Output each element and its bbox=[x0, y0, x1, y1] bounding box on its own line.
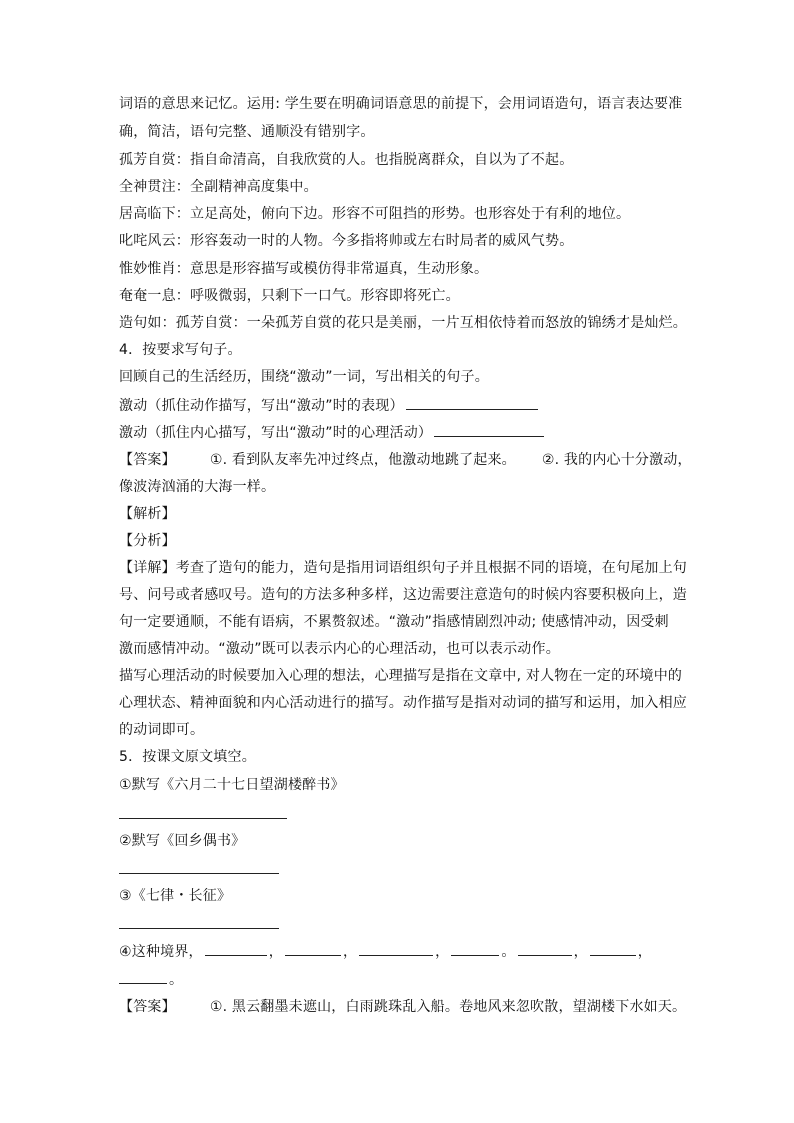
answer-blank[interactable] bbox=[434, 422, 544, 437]
section-label: 【分析】 bbox=[119, 533, 176, 549]
answer-line bbox=[119, 997, 686, 1017]
prompt-text: 激动（抓住动作描写，写出“激动”时的表现） bbox=[119, 398, 404, 414]
question-heading: 5．按课文原文填空。 bbox=[119, 749, 256, 765]
punctuation: ， bbox=[342, 944, 358, 960]
prompt-text: 激动（抓住内心描写，写出“激动”时的心理活动） bbox=[119, 425, 433, 441]
text-line: 回顾自己的生活经历，围绕“激动”一词，写出相关的句子。 bbox=[119, 369, 489, 385]
text-line: 惟妙惟肖：意思是形容描写或模仿得非常逼真，生动形象。 bbox=[119, 261, 489, 277]
punctuation: 。 bbox=[169, 972, 184, 988]
punctuation: ， bbox=[573, 944, 588, 960]
prompt-line bbox=[119, 422, 546, 443]
text-line: 心理状态、精神面貌和内心活动进行的描写。动作描写是指对动词的描写和运用，加入相应 bbox=[119, 695, 687, 711]
text-line: 居高临下：立足高处，俯向下边。形容不可阻挡的形势。也形容处于有利的地位。 bbox=[119, 206, 631, 222]
text-line: 的动词即可。 bbox=[119, 722, 205, 738]
answer-blank[interactable] bbox=[451, 941, 499, 956]
question-heading: 4．按要求写句子。 bbox=[119, 342, 242, 358]
text-line: 像波涛汹涌的大海一样。 bbox=[119, 479, 276, 495]
answer-text: ②. 我的内心十分激动， bbox=[541, 452, 692, 468]
text-line: 激而感情冲动。“激动”既可以表示内心的心理活动，也可以表示动作。 bbox=[119, 641, 560, 657]
answer-blank[interactable] bbox=[119, 928, 279, 929]
fill-line bbox=[119, 969, 183, 990]
text-line: 词语的意思来记忆。运用: 学生要在明确词语意思的前提下，会用词语造句，语言表达要准 bbox=[119, 96, 683, 112]
fill-line bbox=[119, 941, 652, 962]
text-line: 孤芳自赏：指自命清高，自我欣赏的人。也指脱离群众，自以为了不起。 bbox=[119, 152, 574, 168]
answer-line bbox=[119, 450, 692, 470]
answer-blank[interactable] bbox=[359, 941, 433, 956]
text-line: 【详解】考查了造句的能力，造句是指用词语组织句子并且根据不同的语境，在句尾加上句 bbox=[119, 560, 687, 576]
text-line: 句一定要通顺，不能有语病，不累赘叙述。“激动”指感情剧烈冲动; 使感情冲动，因受刺 bbox=[119, 614, 669, 630]
answer-label: 【答案】 bbox=[119, 452, 176, 468]
text-line: 确，简洁，语句完整、通顺没有错别字。 bbox=[119, 124, 375, 140]
text-line: 奄奄一息：呼吸微弱，只剩下一口气。形容即将死亡。 bbox=[119, 288, 460, 304]
text-line: 叱咤风云：形容轰动一时的人物。今多指将帅或左右时局者的威风气势。 bbox=[119, 233, 574, 249]
answer-blank[interactable] bbox=[119, 818, 287, 819]
text-line: 号、问号或者感叹号。造句的方法多种多样，这边需要注意造句的时候内容要积极向上，造 bbox=[119, 587, 687, 603]
answer-blank[interactable] bbox=[205, 941, 267, 956]
answer-label: 【答案】 bbox=[119, 999, 176, 1015]
answer-blank[interactable] bbox=[119, 969, 167, 984]
fill-item: ③《七律・长征》 bbox=[119, 888, 232, 904]
answer-text: ①. 黑云翻墨未遮山，白雨跳珠乱入船。卷地风来忽吹散，望湖楼下水如天。 bbox=[209, 999, 687, 1015]
answer-blank[interactable] bbox=[590, 941, 636, 956]
punctuation: ， bbox=[268, 944, 283, 960]
answer-blank[interactable] bbox=[285, 941, 341, 956]
answer-blank[interactable] bbox=[119, 873, 279, 874]
section-label: 【解析】 bbox=[119, 506, 176, 522]
fill-item: ②默写《回乡偶书》 bbox=[119, 833, 246, 849]
answer-blank[interactable] bbox=[518, 941, 572, 956]
punctuation: ， bbox=[637, 944, 652, 960]
answer-text: ①. 看到队友率先冲过终点，他激动地跳了起来。 bbox=[209, 452, 516, 468]
text-line: 描写心理活动的时候要加入心理的想法，心理描写是指在文章中, 对人物在一定的环境中的 bbox=[119, 668, 683, 684]
text-line: 全神贯注：全副精神高度集中。 bbox=[119, 179, 318, 195]
prompt-line bbox=[119, 395, 540, 416]
fill-item: ①默写《六月二十七日望湖楼醉书》 bbox=[119, 777, 345, 793]
answer-blank[interactable] bbox=[406, 395, 538, 410]
text-line: 造句如：孤芳自赏：一朵孤芳自赏的花只是美丽，一片互相依恃着而怒放的锦绣才是灿烂。 bbox=[119, 315, 687, 331]
punctuation: ， bbox=[435, 944, 450, 960]
punctuation: 。 bbox=[501, 944, 516, 960]
fill-item: ④这种境界， bbox=[119, 944, 203, 960]
